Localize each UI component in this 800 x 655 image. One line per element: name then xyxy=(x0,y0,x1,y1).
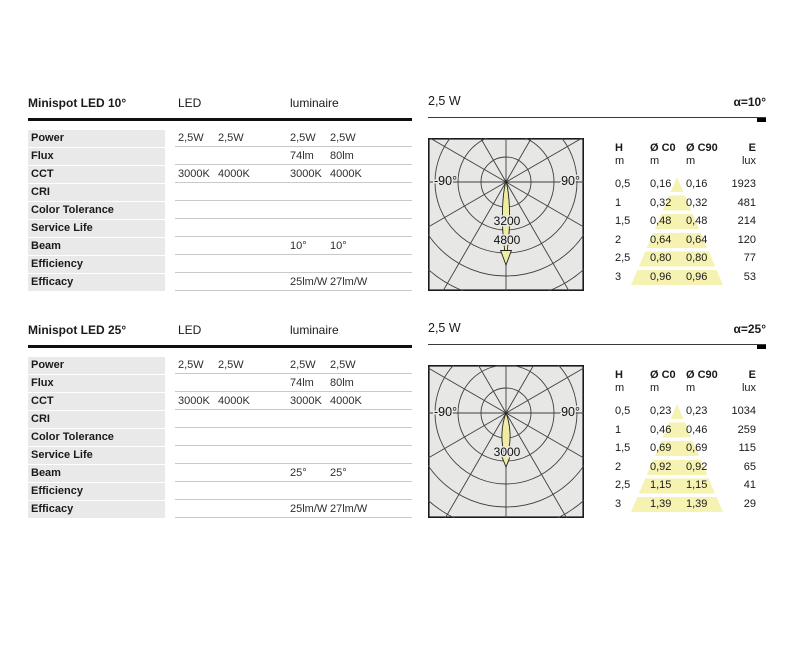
row-values xyxy=(175,184,412,201)
table-row-cct xyxy=(28,393,412,411)
table-row-power xyxy=(28,357,412,375)
value-led-4000k: 2,5W xyxy=(218,132,244,144)
cell-c0: 1,15 xyxy=(650,479,672,492)
cell-e: 481 xyxy=(737,196,756,209)
col-header-c0: Ø C0 xyxy=(650,142,676,154)
cell-c0: 0,64 xyxy=(650,233,672,246)
spec-table-title: Minispot LED 25° xyxy=(28,323,127,337)
table-row-cri xyxy=(28,184,412,202)
value-lum-4000k: 2,5W xyxy=(330,359,356,371)
spec-column-header-luminaire: luminaire xyxy=(290,96,339,110)
row-values xyxy=(175,130,412,147)
cell-h: 2,5 xyxy=(615,479,631,492)
row-values xyxy=(175,447,412,464)
cell-c90: 0,69 xyxy=(686,442,708,455)
angle-label-pos90: 90° xyxy=(561,405,580,419)
polar-intensity-diagram xyxy=(428,365,584,518)
row-values xyxy=(175,411,412,428)
row-label: Power xyxy=(28,130,165,147)
cell-h: 1 xyxy=(615,196,622,209)
table-row-beam xyxy=(28,238,412,256)
cell-c90: 0,46 xyxy=(686,423,708,436)
cell-h: 1,5 xyxy=(615,442,631,455)
col-unit-e: lux xyxy=(741,155,756,167)
cell-e: 65 xyxy=(743,460,756,473)
row-label: Efficacy xyxy=(28,501,165,518)
spec-table-title: Minispot LED 10° xyxy=(28,96,127,110)
table-row-cct xyxy=(28,166,412,184)
row-label: CRI xyxy=(28,184,165,201)
table-row-flux xyxy=(28,148,412,166)
table-row-efficacy xyxy=(28,501,412,519)
row-values xyxy=(175,166,412,183)
col-header-e: E xyxy=(748,369,756,381)
cell-c90: 0,64 xyxy=(686,233,708,246)
value-lum-3000k: 3000K xyxy=(290,168,322,180)
row-values xyxy=(175,429,412,446)
row-label: Service Life xyxy=(28,447,165,464)
table-row-power xyxy=(28,130,412,148)
col-unit-c90: m xyxy=(686,155,696,167)
value-led-4000k: 4000K xyxy=(218,395,250,407)
cell-e: 214 xyxy=(737,215,756,228)
cell-c0: 0,32 xyxy=(650,196,672,209)
row-label: CCT xyxy=(28,166,165,183)
value-lum-4000k: 27lm/W xyxy=(330,503,368,515)
cell-c0: 0,96 xyxy=(650,270,672,283)
col-unit-c0: m xyxy=(650,382,660,394)
table-row-cri xyxy=(28,411,412,429)
cell-h: 1,5 xyxy=(615,215,631,228)
cell-h: 0,5 xyxy=(615,178,631,190)
table-row-flux xyxy=(28,375,412,393)
spec-table xyxy=(28,130,412,292)
table-row-efficiency xyxy=(28,256,412,274)
table-row xyxy=(613,460,759,479)
table-row xyxy=(613,441,759,460)
value-led-3000k: 2,5W xyxy=(178,359,204,371)
row-label: CRI xyxy=(28,411,165,428)
value-lum-3000k: 25lm/W xyxy=(290,503,328,515)
col-unit-height: m xyxy=(615,382,625,394)
col-unit-c90: m xyxy=(686,382,696,394)
table-row xyxy=(613,233,759,252)
cell-c0: 0,16 xyxy=(650,178,672,190)
col-header-c90: Ø C90 xyxy=(686,142,718,154)
angle-label-pos90: 90° xyxy=(561,174,580,188)
value-lum-4000k: 4000K xyxy=(330,395,362,407)
table-row xyxy=(613,423,759,442)
table-row xyxy=(613,497,759,516)
cell-c90: 0,96 xyxy=(686,270,708,283)
value-led-4000k: 4000K xyxy=(218,168,250,180)
row-label: Power xyxy=(28,357,165,374)
value-lum-4000k: 27lm/W xyxy=(330,276,368,288)
value-lum-4000k: 2,5W xyxy=(330,132,356,144)
row-values xyxy=(175,483,412,500)
table-row xyxy=(613,214,759,233)
cell-c90: 0,16 xyxy=(686,178,708,190)
cell-c90: 0,80 xyxy=(686,252,708,265)
photometry-header-rule xyxy=(428,344,766,345)
photometry-rows xyxy=(613,404,759,516)
row-label: Efficiency xyxy=(28,483,165,500)
cell-e: 120 xyxy=(737,233,756,246)
cell-h: 3 xyxy=(615,270,622,283)
angle-label-neg90: -90° xyxy=(434,405,458,419)
polar-intensity-diagram xyxy=(428,138,584,291)
table-row xyxy=(613,404,759,423)
row-label: Beam xyxy=(28,238,165,255)
section-minispot-led-25 xyxy=(28,319,776,549)
photometry-table xyxy=(613,366,759,518)
ring-value-label: 3200 xyxy=(493,214,521,228)
spec-column-header-led: LED xyxy=(178,323,202,337)
rule-end-tick xyxy=(757,345,766,349)
row-values xyxy=(175,465,412,482)
cell-e: 115 xyxy=(738,442,756,455)
value-lum-4000k: 25° xyxy=(330,467,347,479)
cell-h: 2 xyxy=(615,233,622,246)
table-row-color-tolerance xyxy=(28,429,412,447)
cell-e: 259 xyxy=(737,423,756,436)
table-row xyxy=(613,251,759,270)
value-led-3000k: 2,5W xyxy=(178,132,204,144)
cell-c0: 0,69 xyxy=(650,442,672,455)
row-values xyxy=(175,256,412,273)
cell-c90: 0,23 xyxy=(686,405,708,417)
row-label: Color Tolerance xyxy=(28,202,165,219)
cell-e: 53 xyxy=(743,270,756,283)
value-lum-3000k: 25° xyxy=(290,467,307,479)
table-row xyxy=(613,196,759,215)
row-label: Flux xyxy=(28,148,165,165)
col-unit-c0: m xyxy=(650,155,660,167)
table-row xyxy=(613,270,759,289)
section-minispot-led-10 xyxy=(28,92,776,322)
cell-c90: 0,92 xyxy=(686,460,708,473)
table-row-efficacy xyxy=(28,274,412,292)
cell-c0: 1,39 xyxy=(650,497,672,510)
value-lum-3000k: 2,5W xyxy=(290,132,316,144)
row-values xyxy=(175,238,412,255)
cell-c0: 0,48 xyxy=(650,215,672,228)
cell-h: 2,5 xyxy=(615,252,631,265)
value-led-3000k: 3000K xyxy=(178,168,210,180)
spec-column-header-led: LED xyxy=(178,96,202,110)
row-label: Color Tolerance xyxy=(28,429,165,446)
ring-value-label: 4800 xyxy=(493,233,521,247)
spec-header-rule xyxy=(28,345,412,348)
row-values xyxy=(175,393,412,410)
value-lum-3000k: 3000K xyxy=(290,395,322,407)
wattage-label: 2,5 W xyxy=(428,94,461,108)
cell-c0: 0,80 xyxy=(650,252,672,265)
col-header-c0: Ø C0 xyxy=(650,369,676,381)
cell-c0: 0,92 xyxy=(650,460,672,473)
table-row xyxy=(613,478,759,497)
cell-c90: 1,15 xyxy=(686,479,708,492)
value-lum-4000k: 10° xyxy=(330,240,347,252)
table-row-color-tolerance xyxy=(28,202,412,220)
col-unit-e: lux xyxy=(741,382,756,394)
row-values xyxy=(175,274,412,291)
spec-header-rule xyxy=(28,118,412,121)
row-values xyxy=(175,501,412,518)
cell-e: 77 xyxy=(743,252,756,265)
col-header-e: E xyxy=(748,142,756,154)
photometry-header-rule xyxy=(428,117,766,118)
row-label: Service Life xyxy=(28,220,165,237)
value-led-3000k: 3000K xyxy=(178,395,210,407)
angle-label-neg90: -90° xyxy=(434,174,458,188)
col-unit-height: m xyxy=(615,155,625,167)
row-values xyxy=(175,220,412,237)
col-header-height: H xyxy=(615,142,623,154)
cell-e: 1923 xyxy=(731,178,756,190)
table-row-service-life xyxy=(28,447,412,465)
col-header-height: H xyxy=(615,369,623,381)
spec-table xyxy=(28,357,412,519)
value-lum-3000k: 25lm/W xyxy=(290,276,328,288)
cell-e: 1034 xyxy=(731,405,756,417)
cell-h: 2 xyxy=(615,460,622,473)
row-values xyxy=(175,202,412,219)
rule-end-tick xyxy=(757,118,766,122)
table-row xyxy=(613,177,759,196)
cell-h: 3 xyxy=(615,497,622,510)
row-values xyxy=(175,357,412,374)
value-lum-3000k: 10° xyxy=(290,240,307,252)
cell-c90: 0,48 xyxy=(686,215,708,228)
wattage-label: 2,5 W xyxy=(428,321,461,335)
cell-e: 41 xyxy=(743,479,756,492)
beam-angle-label: α=25° xyxy=(733,322,766,336)
value-lum-4000k: 4000K xyxy=(330,168,362,180)
beam-angle-label: α=10° xyxy=(733,95,766,109)
table-row-efficiency xyxy=(28,483,412,501)
row-label: Efficiency xyxy=(28,256,165,273)
row-values xyxy=(175,375,412,392)
row-label: Flux xyxy=(28,375,165,392)
table-row-service-life xyxy=(28,220,412,238)
cell-c90: 0,32 xyxy=(686,196,708,209)
ring-value-label: 3000 xyxy=(493,445,521,459)
cell-c0: 0,23 xyxy=(650,405,672,417)
cell-h: 1 xyxy=(615,423,622,436)
value-lum-3000k: 74lm xyxy=(290,150,314,162)
value-lum-3000k: 74lm xyxy=(290,377,314,389)
value-lum-3000k: 2,5W xyxy=(290,359,316,371)
cell-c0: 0,46 xyxy=(650,423,672,436)
spec-column-header-luminaire: luminaire xyxy=(290,323,339,337)
value-lum-4000k: 80lm xyxy=(330,377,354,389)
cell-h: 0,5 xyxy=(615,405,631,417)
cell-e: 29 xyxy=(743,497,756,510)
col-header-c90: Ø C90 xyxy=(686,369,718,381)
row-label: Beam xyxy=(28,465,165,482)
value-led-4000k: 2,5W xyxy=(218,359,244,371)
photometry-table xyxy=(613,139,759,291)
row-label: CCT xyxy=(28,393,165,410)
value-lum-4000k: 80lm xyxy=(330,150,354,162)
photometry-rows xyxy=(613,177,759,289)
row-label: Efficacy xyxy=(28,274,165,291)
row-values xyxy=(175,148,412,165)
table-row-beam xyxy=(28,465,412,483)
cell-c90: 1,39 xyxy=(686,497,708,510)
